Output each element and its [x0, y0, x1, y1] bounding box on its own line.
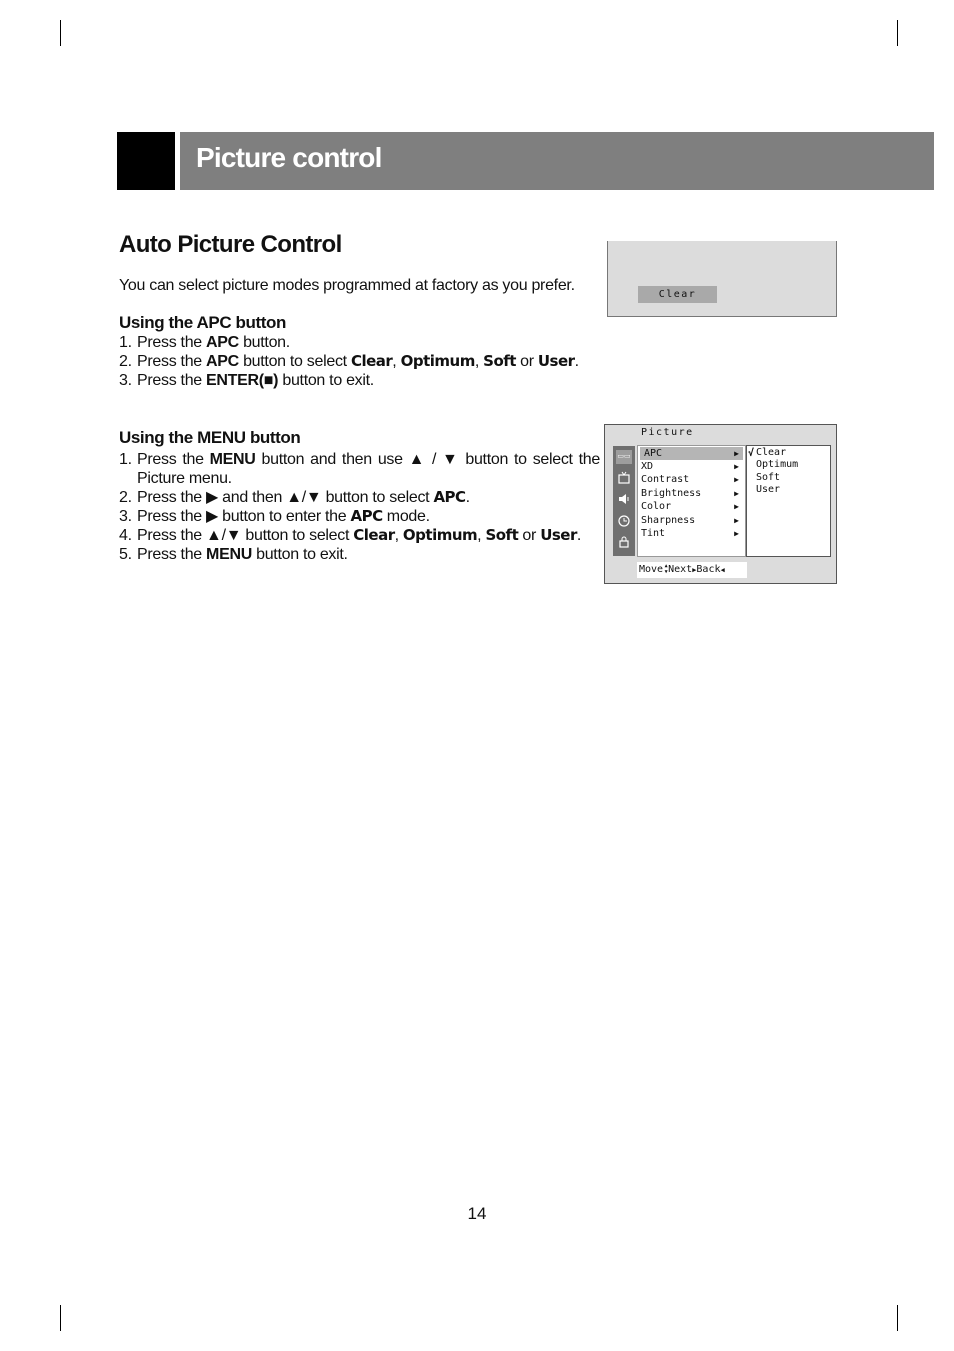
list-item: 1. Press the MENU button and then use ▲ / ▼ button to select the Picture menu. — [119, 451, 600, 487]
crop-mark — [897, 20, 898, 46]
section-title: Auto Picture Control — [119, 231, 342, 258]
osd-icon-bar — [613, 446, 635, 556]
arrow-right-icon: ▶ — [692, 566, 697, 574]
input-icon: ▭▭ — [616, 450, 632, 464]
arrow-right-icon: ▶ — [734, 502, 739, 511]
osd-menu-item-brightness[interactable]: Brightness ▶ — [641, 488, 739, 499]
osd-menu-item-contrast[interactable]: Contrast ▶ — [641, 474, 739, 485]
osd-menu-item-apc[interactable]: APC ▶ — [640, 447, 743, 460]
menu-heading: Using the MENU button — [119, 428, 301, 447]
crop-mark — [60, 20, 61, 46]
osd-option-clear[interactable]: Clear — [756, 447, 787, 458]
list-item: 1. Press the APC button. — [119, 334, 290, 351]
osd-menu-item-tint[interactable]: Tint ▶ — [641, 528, 739, 539]
osd-menu-list — [637, 445, 746, 557]
apc-heading: Using the APC button — [119, 313, 287, 332]
arrow-right-icon: ▶ — [734, 489, 739, 498]
list-item: 5. Press the MENU button to exit. — [119, 546, 348, 563]
tv-icon — [616, 471, 632, 485]
arrow-right-icon: ▶ — [734, 529, 739, 538]
check-icon: √ — [748, 448, 755, 459]
page-title: Picture control — [196, 142, 382, 173]
osd-menu-item-sharpness[interactable]: Sharpness ▶ — [641, 515, 739, 526]
osd-menu-item-xd[interactable]: XD ▶ — [641, 461, 739, 472]
list-item: 2. Press the ▶ and then ▲/▼ button to select APC. — [119, 488, 470, 506]
osd-footer: Move▲▼Next▶Back◀ — [637, 562, 747, 578]
clock-icon — [616, 514, 632, 528]
arrow-left-icon: ◀ — [720, 566, 725, 574]
up-down-icon: ▲▼ — [663, 563, 670, 575]
crop-mark — [897, 1305, 898, 1331]
arrow-right-icon: ▶ — [734, 449, 739, 458]
osd-apc-label: Clear — [638, 286, 717, 303]
arrow-right-icon: ▶ — [734, 462, 739, 471]
page-number: 14 — [467, 1204, 487, 1223]
arrow-right-icon: ▶ — [734, 475, 739, 484]
osd-option-optimum[interactable]: Optimum — [756, 459, 799, 470]
list-item: 4. Press the ▲/▼ button to select Clear, Optimum, Soft or User. — [119, 526, 582, 544]
list-item: 3. Press the ENTER(■) button to exit. — [119, 372, 374, 389]
lock-icon — [616, 535, 632, 549]
crop-mark — [60, 1305, 61, 1331]
osd-menu-title: Picture — [641, 427, 694, 438]
osd-apc-screen — [607, 241, 837, 317]
osd-apc-options — [746, 445, 831, 557]
header-bar — [180, 132, 934, 190]
list-item: 2. Press the APC button to select Clear, Optimum, Soft or User. — [119, 352, 579, 370]
osd-picture-menu — [604, 424, 837, 584]
menu-steps — [119, 450, 600, 564]
arrow-right-icon: ▶ — [734, 516, 739, 525]
osd-option-soft[interactable]: Soft — [756, 472, 781, 483]
osd-menu-item-color[interactable]: Color ▶ — [641, 501, 739, 512]
intro-text: You can select picture modes programmed at factory as you prefer. — [119, 277, 575, 294]
apc-steps — [119, 333, 589, 390]
list-item: 3. Press the ▶ button to enter the APC mode. — [119, 507, 430, 525]
header-block — [117, 132, 175, 190]
osd-option-user[interactable]: User — [756, 484, 781, 495]
sound-icon — [616, 492, 632, 506]
